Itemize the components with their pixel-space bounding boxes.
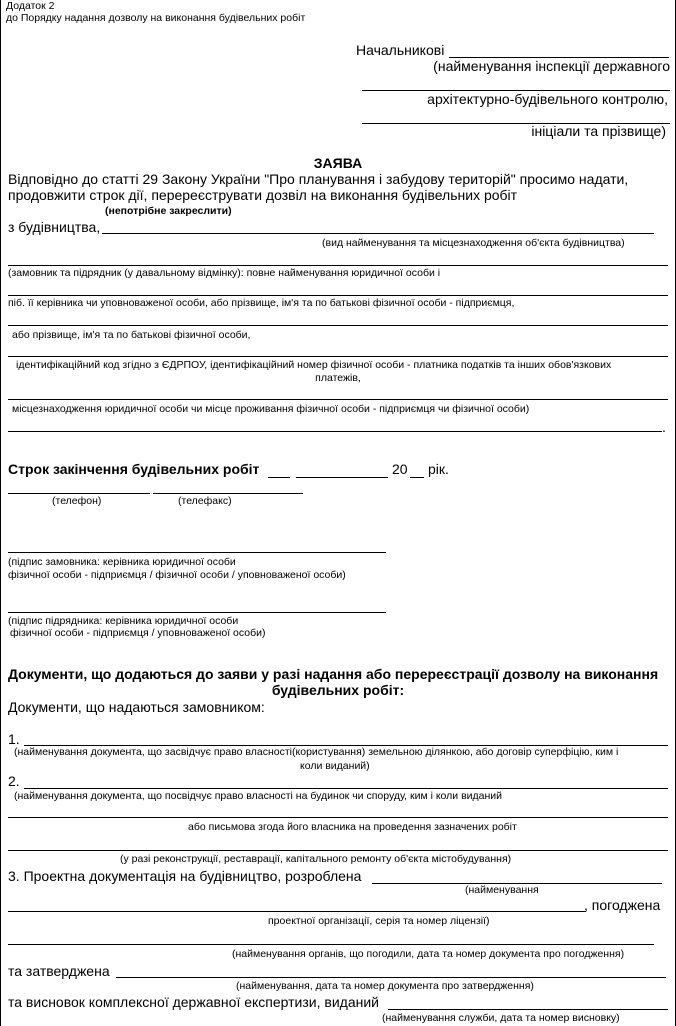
page-border-left (0, 0, 1, 1026)
item2-number: 2. (8, 773, 20, 789)
addressee-label: Начальникові (356, 42, 445, 58)
intro-line-2: продовжити строк дії, перереєструвати дозвіл на виконання будівельних робіт (8, 187, 518, 203)
item3-hint-org2: проектної організації, серія та номер ліцензії) (268, 915, 490, 927)
deadline-label: Строк закінчення будівельних робіт (8, 461, 260, 477)
code-field[interactable] (8, 356, 668, 357)
hint-inspection: (найменування інспекції державного (433, 58, 670, 74)
phone-field[interactable] (8, 493, 150, 494)
head-field[interactable] (8, 295, 668, 296)
hint-customer: (замовник та підрядник (у давальному відмінку): повне найменування юридичної особи і (8, 267, 441, 279)
customer-signature-hint-1: (підпис замовника: керівника юридичної особи (8, 556, 236, 568)
person-field[interactable] (8, 325, 668, 326)
contractor-signature-hint-2: фізичної особи - підприємця / уповноваженої особи) (10, 627, 266, 639)
item2-hint-1: (найменування документа, що посвідчує право власності на будинок чи споруду, ким і коли виданий (14, 790, 503, 802)
hint-code-1: ідентифікаційний код згідно з ЄДРПОУ, ідентифікаційний номер фізичної особи - платника податків та інших обов'язкових (16, 359, 612, 371)
item3-hint-org: (найменування (465, 884, 539, 896)
intro-line-1: Відповідно до статті 29 Закону України "Про планування і забудову територій" просимо надати, (8, 171, 629, 187)
item1-number: 1. (8, 731, 20, 747)
item2-field[interactable] (24, 788, 668, 789)
documents-heading-2: будівельних робіт: (271, 682, 405, 698)
item1-hint-1: (найменування документа, що засвідчує право власності(користування) земельною ділянкою, або договір суперфіцію, ким і (14, 746, 619, 758)
contractor-signature-field[interactable] (8, 612, 386, 613)
approved-label: та затверджена (8, 963, 110, 979)
expertise-label: та висновок комплексної державної експертизи, виданий (8, 994, 379, 1010)
expertise-field[interactable] (388, 1009, 668, 1010)
phone-hint: (телефон) (52, 495, 102, 507)
deadline-month-field[interactable] (296, 477, 388, 478)
hint-code-2: платежів, (315, 372, 361, 384)
hint-person: або прізвище, ім'я та по батькові фізичної особи, (12, 329, 251, 341)
hint-control: архітектурно-будівельного контролю, (427, 91, 668, 107)
deadline-year-prefix: 20 (392, 461, 408, 477)
deadline-year-suffix: рік. (428, 461, 449, 477)
procedure-label: до Порядку надання дозволу на виконання будівельних робіт (6, 12, 306, 24)
item2-field-2[interactable] (8, 817, 668, 818)
hint-object: (вид найменування та місцезнаходження об'єкта будівництва) (322, 237, 625, 249)
customer-signature-field[interactable] (8, 552, 386, 553)
item3-org-field-2[interactable] (8, 911, 586, 912)
item2-hint-2: або письмова згода його власника на проведення зазначених робіт (188, 821, 517, 833)
expertise-hint: (найменування служби, дата та номер висновку) (382, 1012, 620, 1024)
construction-prefix: з будівництва, (8, 219, 101, 235)
item3-text: 3. Проектна документація на будівництво, розроблена (8, 868, 362, 884)
hint-location: місцезнаходження юридичної особи чи місце проживання фізичної особи - підприємця чи фізичної особи) (12, 403, 530, 415)
hint-head: піб. її керівника чи уповноваженої особи, або прізвище, ім'я та по батькові фізичної особи - підприємця, (8, 297, 515, 309)
item3-hint-agree: (найменування органів, що погодили, дата та номер документа про погодження) (232, 948, 625, 960)
extra-field[interactable] (8, 431, 662, 432)
deadline-day-field[interactable] (268, 477, 290, 478)
customer-signature-hint-2: фізичної особи - підприємця / фізичної особи / уповноваженої особи) (8, 569, 346, 581)
documents-provided-by: Документи, що надаються замовником: (8, 699, 265, 715)
item2-hint-3: (у разі реконструкції, реставрації, капітального ремонту об'єкта містобудування) (120, 853, 512, 865)
deadline-year-field[interactable] (410, 477, 424, 478)
hint-name: ініціали та прізвище) (531, 123, 666, 139)
fax-field[interactable] (153, 493, 303, 494)
item3-agreed: , погоджена (584, 897, 661, 913)
documents-heading-1: Документи, що додаються до заяви у разі надання або перереєстрації дозволу на виконання (8, 666, 659, 682)
location-field[interactable] (8, 399, 668, 400)
approved-hint: (найменування, дата та номер документа про затвердження) (236, 980, 534, 992)
customer-field[interactable] (8, 265, 668, 266)
object-field[interactable] (102, 233, 654, 234)
annex-label: Додаток 2 (6, 0, 55, 12)
fax-hint: (телефакс) (178, 495, 232, 507)
strike-note: (непотрібне закреслити) (105, 205, 232, 217)
contractor-signature-hint-1: (підпис підрядника: керівника юридичної особи (8, 615, 239, 627)
item1-hint-2: коли виданий) (300, 760, 370, 772)
approved-field[interactable] (116, 977, 666, 978)
item3-agree-field[interactable] (8, 944, 654, 945)
application-title: ЗАЯВА (313, 155, 363, 171)
item2-field-3[interactable] (8, 850, 668, 851)
end-dot: . (662, 419, 666, 435)
